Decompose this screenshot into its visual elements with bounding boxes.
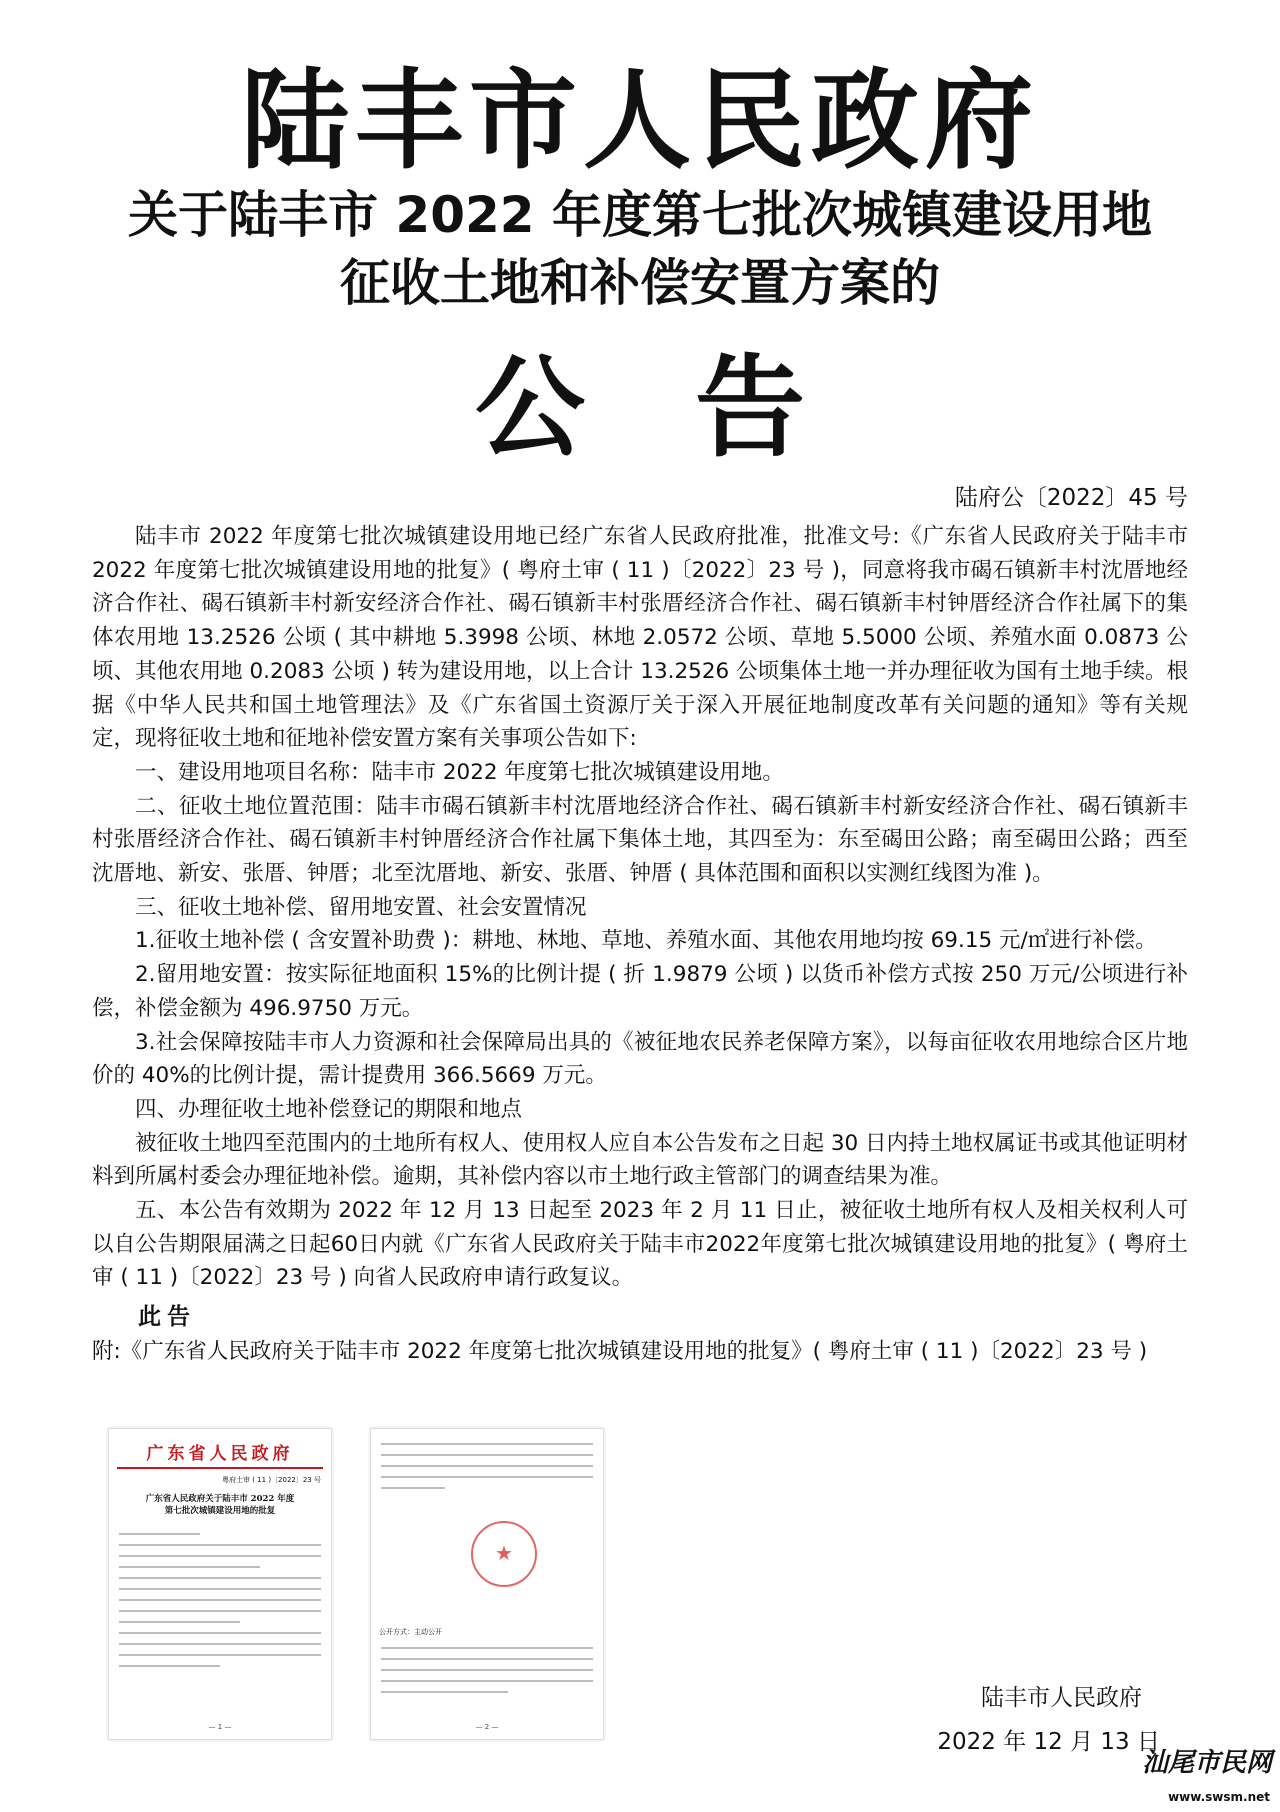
notice-body: [92, 520, 1188, 1369]
attachment-title-line-2: 第七批次城镇建设用地的批复: [164, 1506, 276, 1516]
paragraph-intro: 陆丰市 2022 年度第七批次城镇建设用地已经广东省人民政府批准，批准文号:《广东省人民政府关于陆丰市 2022 年度第七批次城镇建设用地的批复》( 粤府土审 ( 11 )〔2022〕23 号 )，同意将我市碣石镇新丰村沈厝地经济合作社、碣石镇新丰村新安经济合作社、碣石镇新丰村张厝经济合作社、碣石镇新丰村钟厝经济合作社属下的集体农用地 13.2526 公顷 ( 其中耕地 5.3998 公顷、林地 2.0572 公顷、草地 5.5000 公顷、养殖水面 0.0873 公顷、其他农用地 0.2083 公顷 ) 转为建设用地，以上合计 13.2526 公顷集体土地一并办理征收为国有土地手续。根据《中华人民共和国土地管理法》及《广东省国土资源厅关于深入开展征地制度改革有关问题的通知》等有关规定，现将征收土地和征地补偿安置方案有关事项公告如下:: [92, 524, 1188, 752]
attachment-title-line-1: 广东省人民政府关于陆丰市 2022 年度: [145, 1494, 295, 1504]
issuer-title: 陆丰市人民政府: [240, 59, 1039, 184]
attachment-text-lines: [119, 1533, 321, 1676]
paragraph-compensation-2: 2.留用地安置：按实际征地面积 15%的比例计提 ( 折 1.9879 公顷 ) 以货币补偿方式按 250 万元/公顷进行补偿，补偿金额为 496.9750 万元。: [92, 962, 1188, 1021]
watermark-text: 汕尾市民网: [1141, 1748, 1272, 1778]
subtitle-line-1: 关于陆丰市 2022 年度第七批次城镇建设用地: [128, 186, 1152, 244]
paragraph-validity: 五、本公告有效期为 2022 年 12 月 13 日起至 2023 年 2 月 11 日止，被征收土地所有权人及相关权利人可以自公告期限届满之日起60日内就《广东省人民政府关于陆丰市2022年度第七批次城镇建设用地的批复》( 粤府土审 ( 11 )〔2022〕23 号 ) 向省人民政府申请行政复议。: [92, 1198, 1188, 1291]
official-seal-icon: ★: [471, 1521, 537, 1587]
notice-heading: 公告: [475, 344, 915, 472]
attachment-issuer: 广东省人民政府: [146, 1444, 294, 1464]
paragraph-project-name: 一、建设用地项目名称：陆丰市 2022 年度第七批次城镇建设用地。: [135, 759, 784, 785]
attachment-cc-lines: [381, 1647, 593, 1702]
attachment-page-number-2: — 2 —: [475, 1723, 499, 1731]
document-number: 陆府公〔2022〕45 号: [954, 485, 1188, 511]
site-watermark: [1122, 1742, 1272, 1806]
signature-org: 陆丰市人民政府: [981, 1685, 1142, 1711]
watermark-url: www.swsm.net: [1168, 1790, 1270, 1804]
public-mode-label: 公开方式：主动公开: [379, 1628, 442, 1636]
attachment-line: 附:《广东省人民政府关于陆丰市 2022 年度第七批次城镇建设用地的批复》( 粤府土审 ( 11 )〔2022〕23 号 ): [92, 1338, 1148, 1364]
paragraph-registration: 被征收土地四至范围内的土地所有权人、使用权人应自本公告发布之日起 30 日内持土地权属证书或其他证明材料到所属村委会办理征地补偿。逾期，其补偿内容以市土地行政主管部门的调查结果为准。: [92, 1130, 1188, 1190]
red-divider: [117, 1467, 323, 1469]
attachment-title: [109, 1493, 331, 1517]
paragraph-compensation-3: 3.社会保障按陆丰市人力资源和社会保障局出具的《被征地农民养老保障方案》，以每亩征收农用地综合区片地价的 40%的比例计提，需计提费用 366.5669 万元。: [92, 1029, 1188, 1089]
signature-date: 2022 年 12 月 13 日: [937, 1729, 1160, 1755]
attachment-doc-number: 粤府土审 ( 11 )〔2022〕23 号: [222, 1476, 321, 1484]
paragraph-compensation-heading: 三、征收土地补偿、留用地安置、社会安置情况: [135, 894, 587, 920]
paragraph-location: 二、征收土地位置范围：陆丰市碣石镇新丰村沈厝地经济合作社、碣石镇新丰村新安经济合作社、碣石镇新丰村张厝经济合作社、碣石镇新丰村钟厝经济合作社属下集体土地，其四至为：东至碣田公路；南至碣田公路；西至沈厝地、新安、张厝、钟厝；北至沈厝地、新安、张厝、钟厝 ( 具体范围和面积以实测红线图为准 )。: [92, 793, 1188, 887]
paragraph-registration-heading: 四、办理征收土地补偿登记的期限和地点: [135, 1096, 523, 1122]
attachment-page-number-1: — 1 —: [208, 1723, 232, 1731]
sign-off: 此告: [138, 1304, 196, 1331]
subtitle-line-2: 征收土地和补偿安置方案的: [340, 254, 940, 312]
attachment-page-2-thumbnail: [370, 1428, 604, 1740]
attachment-text-lines-2: [381, 1443, 593, 1498]
attachment-page-1-thumbnail: [108, 1428, 332, 1740]
paragraph-compensation-1: 1.征收土地补偿 ( 含安置补助费 )：耕地、林地、草地、养殖水面、其他农用地均按 69.15 元/㎡进行补偿。: [135, 928, 1157, 954]
